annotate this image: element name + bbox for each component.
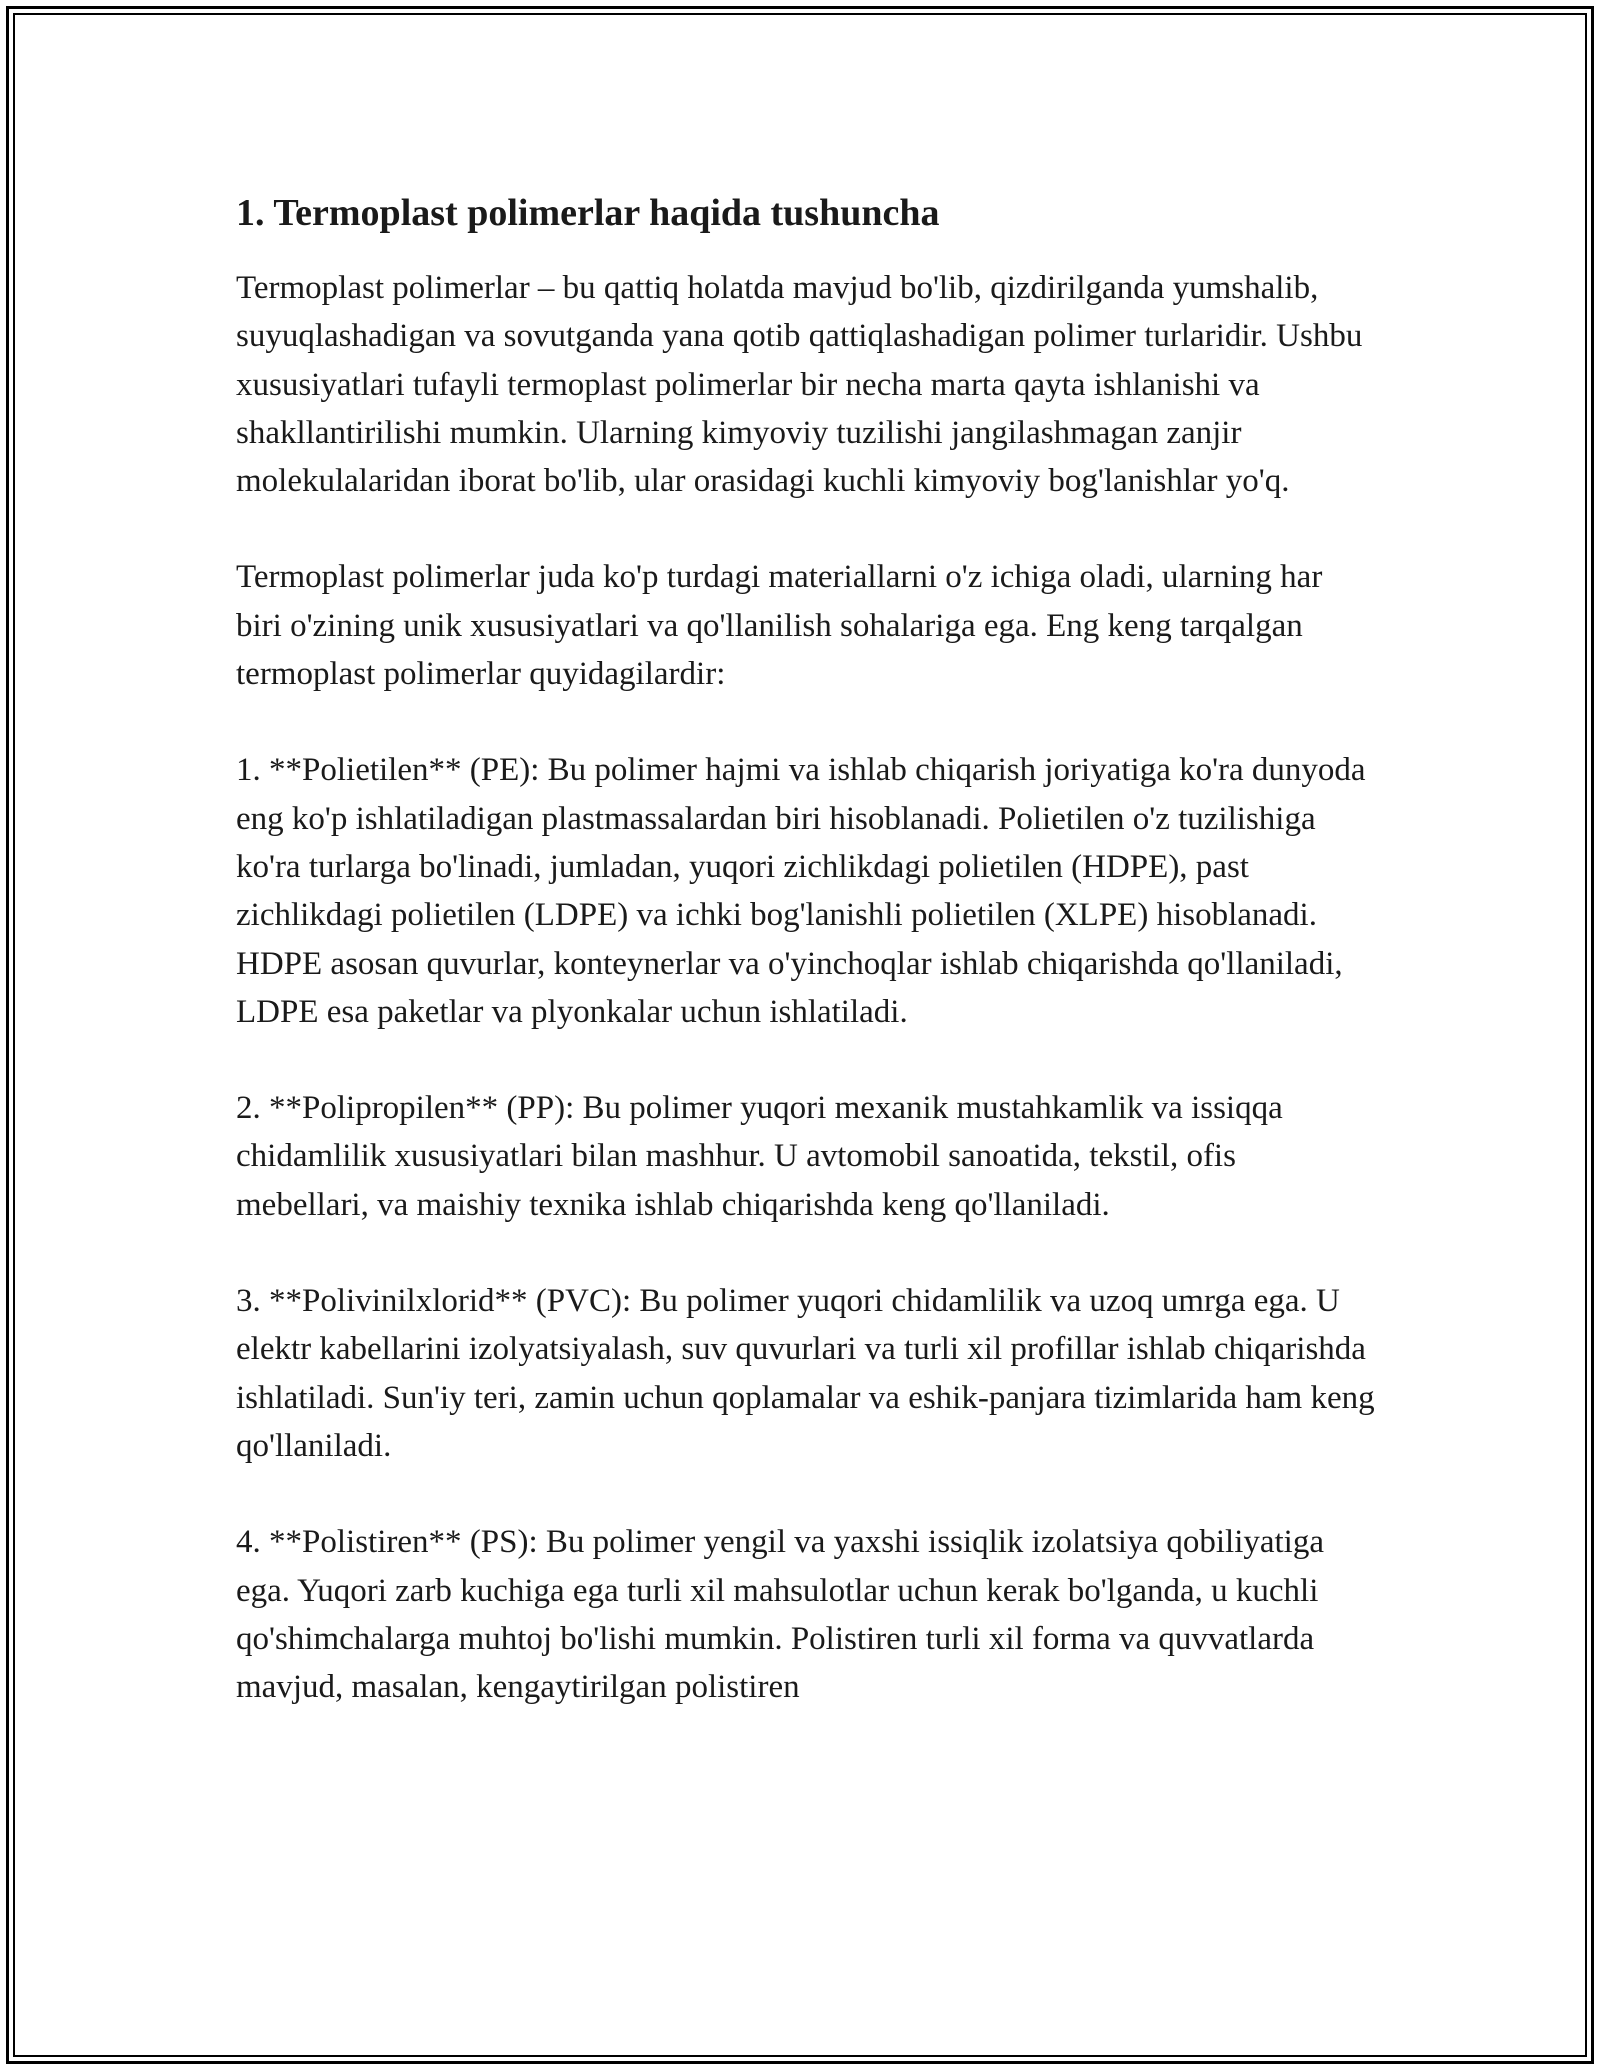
list-item-pvc: 3. **Polivinilxlorid** (PVC): Bu polimer yuqori chidamlilik va uzoq umrga ega. U elektr kabellarini izolyatsiyalash, suv quvurlari va turli xil profillar ishlab chiqarishda ishlatiladi. Sun'iy teri, zamin uchun qoplamalar va eshik-panjara tizimlarida ham keng qo'llaniladi.: [236, 1283, 1375, 1464]
paragraph-intro: Termoplast polimerlar – bu qattiq holatda mavjud bo'lib, qizdirilganda yumshalib, suyuqlashadigan va sovutganda yana qotib qattiqlashadigan polimer turlaridir. Ushbu xususiyatlari tufayli termoplast polimerlar bir necha marta qayta ishlanishi va shakllantirilishi mumkin. Ularning kimyoviy tuzilishi jangilashmagan zanjir molekulalaridan iborat bo'lib, ular orasidagi kuchli kimyoviy bog'lanishlar yo'q.: [236, 270, 1363, 500]
document-body: [236, 186, 1376, 1711]
paragraph-overview: Termoplast polimerlar juda ko'p turdagi materiallarni o'z ichiga oladi, ularning har biri o'zining unik xususiyatlari va qo'llanilish sohalariga ega. Eng keng tarqalgan termoplast polimerlar quyidagilardir:: [236, 559, 1323, 693]
list-item-polyethylene: 1. **Polietilen** (PE): Bu polimer hajmi va ishlab chiqarish joriyatiga ko'ra dunyoda eng ko'p ishlatiladigan plastmassalardan biri hisoblanadi. Polietilen o'z tuzilishiga ko'ra turlarga bo'linadi, jumladan, yuqori zichlikdagi polietilen (HDPE), past zichlikdagi polietilen (LDPE) va ichki bog'lanishli polietilen (XLPE) hisoblanadi. HDPE asosan quvurlar, konteynerlar va o'yinchoqlar ishlab chiqarishda qo'llaniladi, LDPE esa paketlar va plyonkalar uchun ishlatiladi.: [236, 752, 1366, 1030]
section-title: 1. Termoplast polimerlar haqida tushuncha: [236, 192, 940, 234]
list-item-polystyrene: 4. **Polistiren** (PS): Bu polimer yengil va yaxshi issiqlik izolatsiya qobiliyatiga ega. Yuqori zarb kuchiga ega turli xil mahsulotlar uchun kerak bo'lganda, u kuchli qo'shimchalarga muhtoj bo'lishi mumkin. Polistiren turli xil forma va quvvatlarda mavjud, masalan, kengaytirilgan polistiren: [236, 1524, 1325, 1706]
list-item-polypropylene: 2. **Polipropilen** (PP): Bu polimer yuqori mexanik mustahkamlik va issiqqa chidamlilik xususiyatlari bilan mashhur. U avtomobil sanoatida, tekstil, ofis mebellari, va maishiy texnika ishlab chiqarishda keng qo'llaniladi.: [236, 1090, 1283, 1223]
